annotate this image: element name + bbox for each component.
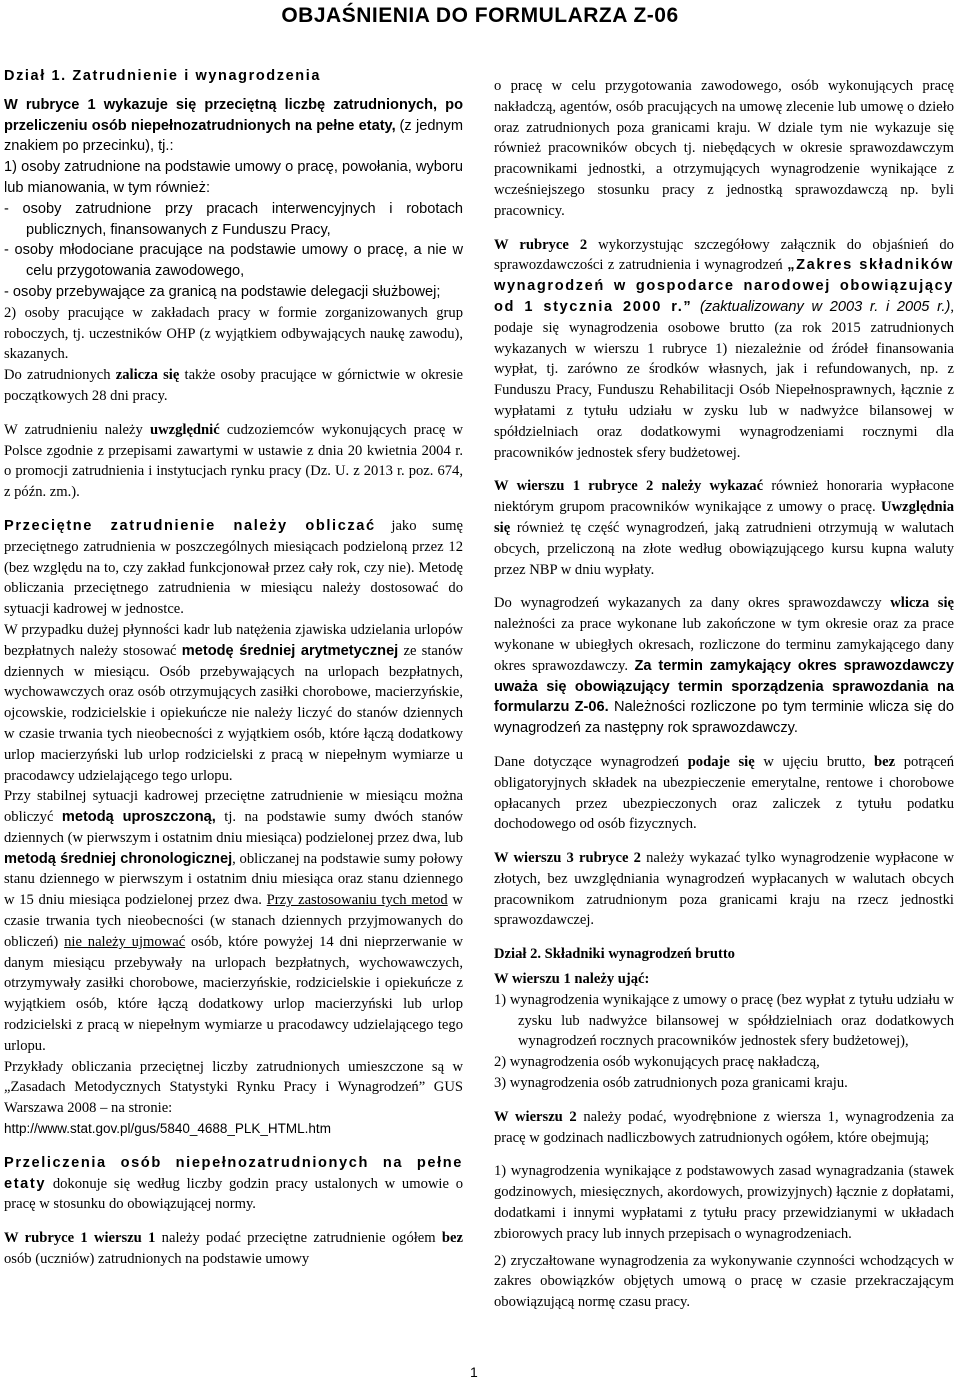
text: dokonuje się według liczby godzin pracy ustalonych w umowie o pracę w stosunku do obowiązującej normy. bbox=[4, 1175, 463, 1213]
text: w czasie trwania tych nieobecności (w stanach dziennych przyjmowanych do obliczeń) bbox=[4, 892, 463, 950]
emph-zakres: „Zakres składników wynagrodzeń w gospodarce narodowej obowiązujący od 1 stycznia 2000 r.” bbox=[494, 257, 954, 315]
continuation-paragraph: o pracę w celu przygotowania zawodowego, osób wykonujących pracę nakładczą, agentów, osób pracujących na umowę zlecenie lub umowę o dzieło oraz zatrudnionych poza granicami kraju. W dziale tym nie wykazuje się również pracowników obcych tj. niebędących w okresie sprawozdawczym pracownikami jednostki, a otrzymujących wynagrodzenie wynikające z wcześniejszego stosunku pracy z jednostką sprawozdawczą np. byli pracownicy. bbox=[494, 78, 954, 219]
wiersz1-heading: W wierszu 1 należy ująć: bbox=[494, 971, 650, 988]
text: należności za prace wykonane lub zakończone w tym okresie oraz za prace wykonane w ubiegłych okresach, rozliczone do terminu zamykającego dany okres sprawozdawczy. bbox=[494, 616, 954, 674]
emph-uwzglednic: uwzględnić bbox=[149, 421, 220, 438]
text: osób (uczniów) zatrudnionych na podstawie umowy bbox=[4, 1251, 310, 1268]
dash-item-delegacja: - osoby przebywające za granicą na podstawie delegacji służbowej; bbox=[4, 283, 441, 300]
text: Do zatrudnionych bbox=[4, 367, 116, 384]
emph-przeliczenia: Przeliczenia osób niepełnozatrudnionych na pełne etaty bbox=[4, 1154, 463, 1192]
list-item-2: 2) wynagrodzenia osób wykonujących pracę nakładczą, bbox=[494, 1054, 820, 1071]
rubryka1-paragraph bbox=[4, 95, 463, 157]
emph-chronologiczna: metodą średniej chronologicznej bbox=[4, 850, 233, 867]
text: wykorzystując szczegółowy załącznik do objaśnień do sprawozdawczości z zatrudnienia i wynagrodzeń bbox=[494, 236, 954, 274]
underlined-text: Przy zastosowaniu tych metod bbox=[266, 892, 448, 909]
emph-wiersz3: W wierszu 3 rubryce 2 bbox=[494, 850, 641, 867]
emph-wiersz2: W wierszu 2 bbox=[494, 1108, 577, 1125]
right-column bbox=[494, 76, 954, 1326]
emph-podaje: podaje się bbox=[687, 753, 755, 770]
cudzoziemcy-paragraph bbox=[4, 420, 463, 503]
wiersz1-paragraph bbox=[4, 1228, 463, 1270]
honoraria-paragraph bbox=[494, 476, 954, 580]
text: Przy stabilnej sytuacji kadrowej przeciętne zatrudnienie w miesiącu można obliczyć bbox=[4, 788, 463, 826]
rubryka1-intro: W rubryce 1 wykazuje się przeciętną liczbę zatrudnionych, po przeliczeniu osób niepełnozatrudnionych na pełne etaty, bbox=[4, 96, 463, 134]
przecietne-paragraph bbox=[4, 516, 463, 620]
text: osób, które powyżej 14 dni nieprzerwanie w danym miesiącu przebywały na urlopach bezpłatnych, wychowawczych, otrzymywały zasiłki chorobowe, macierzyńskie, rodzicielskie i opiekuńcze z wyjątkiem osób, które łączą dodatkowy urlop macierzyński lub urlop rodzicielski z pracą w niepełnym wymiarze u pracodawcy udzielającego tego urlopu. bbox=[4, 933, 464, 1054]
rubryka1-precision: (z jednym znakiem po przecinku), tj.: bbox=[4, 117, 464, 155]
wiersz3-paragraph bbox=[494, 848, 954, 931]
text: należy podać przeciętne zatrudnienie ogółem bbox=[155, 1230, 442, 1247]
list-item-1: 1) osoby zatrudnione na podstawie umowy o pracę, powołania, wyboru lub mianowania, w tym również: bbox=[4, 159, 463, 196]
text: Należności rozliczone po tym terminie wlicza się do wynagrodzeń za następny rok sprawozdawczy. bbox=[494, 699, 954, 737]
gus-link[interactable]: http://www.stat.gov.pl/gus/5840_4688_PLK_HTML.htm bbox=[4, 1121, 331, 1137]
text: cudzoziemców wykonujących pracę w Polsce zgodnie z przepisami zawartymi w ustawie z dnia 20 kwietnia 2004 r. o promocji zatrudnienia i instytucjach rynku pracy (Dz. U. z 2013 r. poz. 674, z późn. zm.). bbox=[4, 421, 463, 501]
emph-bez: bez bbox=[874, 753, 896, 770]
text: jako sumę przeciętnego zatrudnienia w poszczególnych miesiącach podzieloną przez 12 (bez względu na to, czy zakład funkcjonował przez cały rok, czy nie). Metodę obliczania przeciętnego zatrudnienia w miesiącu należy dostosować do sytuacji kadrowej w jednostce. bbox=[4, 517, 463, 618]
italic-note: (zaktualizowany w 2003 r. i 2005 r.) bbox=[692, 298, 951, 315]
emph-uproszczona: metodą uproszczoną, bbox=[61, 809, 216, 826]
emph-rubryka1: W rubryce 1 wierszu 1 bbox=[4, 1230, 156, 1247]
dash-item-interwencyjne: - osoby zatrudnione przy pracach interwencyjnych i robotach publicznych, finansowanych z Funduszu Pracy, bbox=[4, 200, 463, 238]
text: należy podać, wyodrębnione z wiersza 1, wynagrodzenia za pracę w godzinach nadliczbowych zatrudnionych ogółem, które obejmują; bbox=[494, 1108, 954, 1146]
emph-przecietne: Przeciętne zatrudnienie należy obliczać bbox=[4, 517, 376, 534]
metoda-uproszczona-paragraph bbox=[4, 786, 463, 1056]
dash-item-mlodociane: - osoby młodociane pracujące na podstawie umowy o pracę, a nie w celu przygotowania zawodowego, bbox=[4, 242, 463, 280]
brutto-paragraph bbox=[494, 752, 954, 835]
text: również honoraria wypłacone niektórym grupom pracowników wynikające z umowy o pracę. bbox=[494, 478, 954, 516]
text: tj. na podstawie sumy dwóch stanów dziennych (w pierwszym i ostatnim dniu miesiąca) podzielonej przez dwa, lub bbox=[4, 809, 463, 846]
wiersz2-paragraph bbox=[494, 1107, 954, 1149]
page-title: OBJAŚNIENIA DO FORMULARZA Z-06 bbox=[281, 4, 679, 27]
srednia-arytmetyczna-paragraph bbox=[4, 620, 463, 786]
text: należy wykazać tylko wynagrodzenie wypłacone w złotych, bez uwzględniania wynagrodzeń wypłacanych w walutach obcych pracownikom zatrudnionym poza granicami kraju na rzecz jednostki sprawozdawczej. bbox=[494, 850, 954, 929]
emph-uwzglednia: Uwzględnia się bbox=[494, 499, 954, 536]
emph-wlicza: wlicza się bbox=[890, 595, 955, 612]
list-item-2: 2) osoby pracujące w zakładach pracy w formie zorganizowanych grup roboczych, tj. uczestników OHP (z wyjątkiem odbywających naukę zawodu), skazanych. bbox=[4, 304, 463, 363]
section-heading-1: Dział 1. Zatrudnienie i wynagrodzenia bbox=[4, 68, 322, 84]
text: Dane dotyczące wynagrodzeń bbox=[494, 753, 688, 770]
emph-rubryka2: W rubryce 2 bbox=[494, 236, 588, 253]
text: potrąceń obligatoryjnych składek na ubezpieczenie emerytalne, rentowe i chorobowe opłacanych przez ubezpieczonych oraz zaliczek z tytułu podatku dochodowego od osób fizycznych. bbox=[494, 753, 954, 833]
text: Do wynagrodzeń wykazanych za dany okres sprawozdawczy bbox=[494, 595, 891, 612]
underlined-text: nie należy ujmować bbox=[64, 933, 186, 950]
nadliczbowe-item-1: 1) wynagrodzenia wynikające z podstawowych zasad wynagradzania (stawek godzinowych, miesięcznych, akordowych, prowizyjnych) łącznie z dopłatami, dodatkami i innymi wypłatami z tytułu pracy przewidzianymi w układach zbiorowych pracy lub innych przepisach o wynagrodzeniach. bbox=[494, 1163, 954, 1242]
text: , podaje się wynagrodzenia osobowe brutto (za rok 2015 zatrudnionych wykazanych w wierszu 1 rubryce 1) niezależnie od źródeł finansowania wypłat, tj. zarówno ze środków własnych, jak i refundowanych, np. z Funduszu Pracy, Funduszu Rehabilitacji Osób Niepełnosprawnych, łącznie z wypłatami z tytułu udziału w zysku lub w nadwyżce bilansowej w spółdzielniach oraz dodatkowymi wynagrodzeniami rocznymi dla pracowników jednostek sfery budżetowej. bbox=[494, 298, 954, 461]
section-heading-2: Dział 2. Składniki wynagrodzeń brutto bbox=[494, 946, 735, 963]
list-item-3: 3) wynagrodzenia osób zatrudnionych poza granicami kraju. bbox=[494, 1075, 848, 1092]
emph-termin: Za termin zamykający okres sprawozdawczy uważa się obowiązujący termin sporządzenia sprawozdania na formularzu Z-06. bbox=[494, 657, 954, 716]
text: , obliczanej na podstawie sumy połowy stanu dziennego w pierwszym i ostatnim dniu miesiąca oraz stanu dziennego w 15 dniu miesiąca podzielonej przez dwa. bbox=[4, 850, 463, 909]
text: Przykłady obliczania przeciętnej liczby zatrudnionych umieszczone są w „Zasadach Metodycznych Statystyki Rynku Pracy i Wynagrodzeń” GUS Warszawa 2008 – na stronie: bbox=[4, 1058, 463, 1117]
rubryka2-paragraph bbox=[494, 235, 954, 464]
gornictwo-paragraph bbox=[4, 365, 463, 407]
emph-zalicza: zalicza się bbox=[115, 367, 180, 384]
page-number: 1 bbox=[470, 1364, 478, 1380]
przeliczenia-paragraph bbox=[4, 1153, 463, 1215]
text: w ujęciu brutto, bbox=[754, 753, 875, 770]
emph-wiersz1: W wierszu 1 rubryce 2 należy wykazać bbox=[494, 478, 764, 495]
text: ze stanów dziennych w miesiącu. Osób przebywających na urlopach bezpłatnych, wychowawczych oraz osób otrzymujących zasiłki chorobowe, macierzyńskie, ojcowskie, rodzicielskie i opiekuńcze nie należy liczyć do stanów dziennych w czasie trwania tych nieobecności z wyjątkiem osób, które łączą dodatkowy urlop macierzyński lub urlop rodzicielski z pracą w niepełnym wymiarze u pracodawcy udzielającego tego urlopu. bbox=[4, 642, 463, 784]
emph-srednia-arytmetyczna: metodę średniej arytmetycznej bbox=[181, 642, 399, 659]
text: także osoby pracujące w górnictwie w okresie początkowych 28 dni pracy. bbox=[4, 367, 463, 404]
text: W przypadku dużej płynności kadr lub natężenia zjawiska udzielania urlopów bezpłatnych należy stosować bbox=[4, 621, 463, 659]
nadliczbowe-item-2: 2) zryczałtowane wynagrodzenia za wykonywanie czynności wchodzących w zakres obowiązków objętych umową o pracę w czasie przekraczającym obowiązującą normę czasu pracy. bbox=[494, 1252, 954, 1311]
text: również tę część wynagrodzeń, jaką zatrudnieni otrzymują w walutach obcych, przeliczoną na złote według obowiązującego kursu kupna waluty przez NBP w dniu wypłaty. bbox=[494, 519, 954, 578]
przyklady-paragraph bbox=[4, 1057, 463, 1140]
emph-bez: bez bbox=[441, 1230, 463, 1247]
list-item-1: 1) wynagrodzenia wynikające z umowy o pracę (bez wypłat z tytułu udziału w zysku lub nadwyżce bilansowej w spółdzielniach oraz dodatkowych wynagrodzeń rocznych pracowników jednostek sfery budżetowej), bbox=[494, 991, 954, 1050]
text: W zatrudnieniu należy bbox=[4, 421, 150, 438]
left-column bbox=[4, 66, 463, 1270]
wlicza-paragraph bbox=[494, 593, 954, 739]
